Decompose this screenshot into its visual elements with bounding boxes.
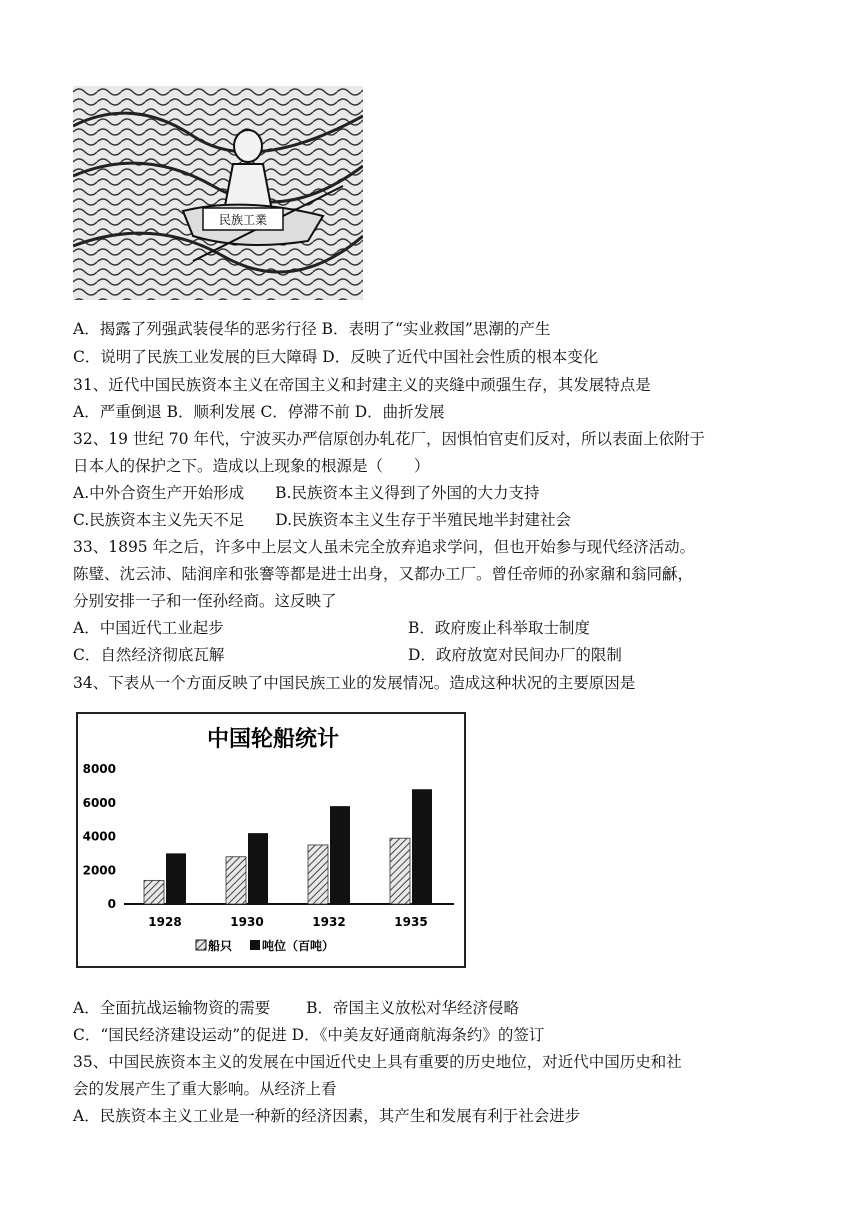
option-d: D．政府放宽对民间办厂的限制 (408, 646, 622, 664)
text-line: 分别安排一子和一侄孙经商。这反映了 (73, 592, 337, 610)
text-line: 35、中国民族资本主义的发展在中国近代史上具有重要的历史地位，对近代中国历史和社 (73, 1053, 682, 1071)
x-tick-label: 1928 (148, 915, 182, 929)
bar-ships (308, 845, 328, 904)
question-34-stem: 34、下表从一个方面反映了中国民族工业的发展情况。造成这种状况的主要原因是 (73, 674, 636, 692)
bar-ships (144, 880, 164, 904)
x-tick-label: 1935 (394, 915, 428, 929)
text-line: C．说明了民族工业发展的巨大障碍 D．反映了近代中国社会性质的根本变化 (73, 348, 599, 366)
text-line: A．严重倒退 B．顺利发展 C．停滞不前 D．曲折发展 (73, 403, 445, 421)
x-tick-label: 1932 (312, 915, 346, 929)
y-tick-label: 6000 (82, 795, 116, 810)
text-line: C.民族资本主义先天不足 D.民族资本主义生存于半殖民地半封建社会 (73, 511, 572, 529)
text-line: 33、1895 年之后，许多中上层文人虽未完全放弃追求学问，但也开始参与现代经济活动。 (73, 538, 696, 556)
text-line: 陈璧、沈云沛、陆润庠和张謇等都是进士出身，又都办工厂。曾任帝师的孙家鼐和翁同龢， (73, 565, 694, 583)
ship-statistics-chart (76, 712, 466, 968)
legend-label-tonnage: 吨位（百吨） (262, 939, 335, 953)
legend-swatch-tonnage (250, 940, 260, 950)
text-line: A．民族资本主义工业是一种新的经济因素，其产生和发展有利于社会进步 (73, 1107, 581, 1125)
text-line: 日本人的保护之下。造成以上现象的根源是（ ） (73, 457, 430, 475)
option-c: C．自然经济彻底瓦解 (73, 646, 225, 664)
cartoon-boat-label: 民族工業 (218, 213, 268, 227)
text-line: 会的发展产生了重大影响。从经济上看 (73, 1080, 337, 1098)
text-line: A.中外合资生产开始形成 B.民族资本主义得到了外国的大力支持 (73, 484, 540, 502)
option-a: A．中国近代工业起步 (73, 619, 224, 637)
legend-label-ships: 船只 (208, 939, 233, 953)
chart-title: 中国轮船统计 (206, 727, 340, 752)
y-tick-label: 2000 (82, 863, 116, 878)
bar-tonnage (248, 833, 268, 904)
bar-ships (390, 838, 410, 904)
bar-tonnage (412, 789, 432, 904)
cartoon-illustration (73, 86, 363, 300)
text-line: 31、近代中国民族资本主义在帝国主义和封建主义的夹缝中顽强生存，其发展特点是 (73, 376, 651, 394)
text-line: 32、19 世纪 70 年代，宁波买办严信原创办轧花厂，因惧怕官吏们反对，所以表面上依附于 (73, 430, 705, 448)
text-line: A．全面抗战运输物资的需要 B．帝国主义放松对华经济侵略 (73, 999, 520, 1017)
option-b: B．政府废止科举取士制度 (408, 619, 590, 637)
legend-swatch-ships (196, 940, 206, 950)
bar-tonnage (166, 853, 186, 904)
cartoon-drawing (73, 86, 363, 300)
text-line: A．揭露了列强武装侵华的恶劣行径 B．表明了“实业救国”思潮的产生 (73, 320, 551, 338)
chart-svg (78, 714, 464, 966)
x-tick-label: 1930 (230, 915, 264, 929)
bar-ships (226, 857, 246, 904)
text-line: C．“国民经济建设运动”的促进 D．《中美友好通商航海条约》的签订 (73, 1026, 545, 1044)
y-tick-label: 0 (107, 897, 116, 911)
bar-tonnage (330, 806, 350, 904)
y-tick-label: 4000 (82, 829, 116, 844)
y-tick-label: 8000 (82, 762, 116, 776)
